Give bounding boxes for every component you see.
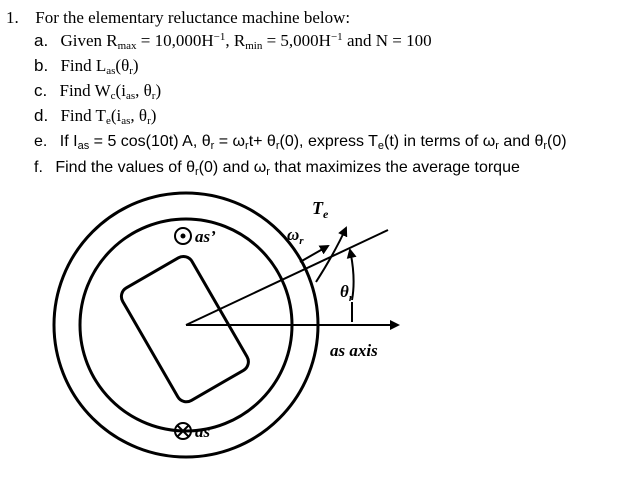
label-te: $T_e$ [312, 198, 329, 221]
part-f: f. Find the values of $\theta_r(0)$ and $\omega_r$ that maximizes the average torque [34, 159, 520, 178]
problem-number: 1. [6, 8, 19, 27]
coil-dot-icon [181, 234, 186, 239]
part-f-letter: f. [34, 159, 43, 176]
rotor [118, 253, 252, 406]
label-theta-r: $\theta_r$ [340, 282, 354, 304]
part-e: e. If $I_{as} = 5$ cos(10t) A, $\theta_r = \omega_rt+ \theta_r(0)$, express $T_e(t)$ in terms of $\omega_r$ and $\theta_r(0)$ [34, 133, 567, 152]
part-a: a. Given $R_{max} = 10,000H^{-1}$, $R_{min} = 5,000H^{-1}$ and N = 100 [34, 31, 432, 52]
label-omega-r: $\omega_r$ [287, 225, 304, 247]
rotor-axis-line [186, 230, 388, 325]
part-c: c. Find $W_c(i_{as}$, $\theta_r$) [34, 81, 162, 102]
part-b: b. Find $L_{as}(\theta_r)$ [34, 56, 139, 77]
part-a-letter: a. [34, 31, 49, 50]
label-as: as [195, 422, 211, 441]
part-b-letter: b. [34, 56, 49, 75]
part-d-letter: d. [34, 106, 49, 125]
torque-arrow [316, 228, 346, 282]
part-c-letter: c. [34, 81, 48, 100]
problem-intro: For the elementary reluctance machine below: [35, 8, 351, 27]
label-as-axis: as axis [330, 341, 378, 360]
label-as-prime: as’ [195, 227, 216, 246]
part-e-letter: e. [34, 133, 48, 150]
part-d: d. Find $T_e(i_{as}$, $\theta_r$) [34, 106, 157, 127]
